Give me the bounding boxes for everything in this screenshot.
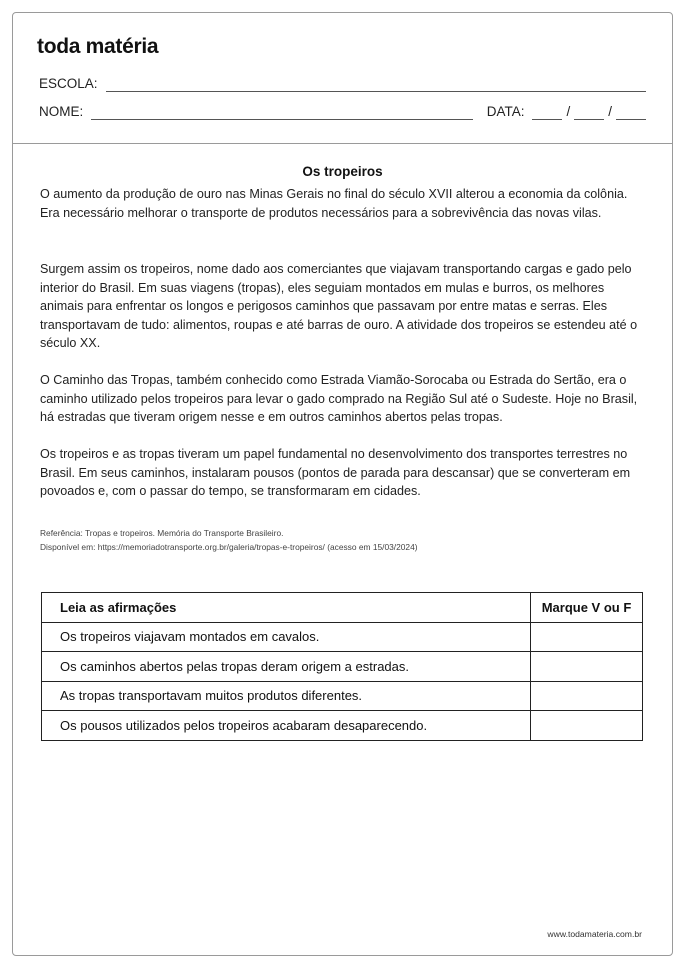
nome-label: NOME: [39,104,84,119]
footer-url: www.todamateria.com.br [547,929,642,939]
date-year-line[interactable] [616,106,646,120]
escola-label: ESCOLA: [39,76,98,91]
statement-cell: Os caminhos abertos pelas tropas deram origem a estradas. [42,652,531,682]
answer-cell[interactable] [531,622,643,652]
reference-url-line: Disponível em: https://memoriadotransporte.org.br/galeria/tropas-e-tropeiros/ (acesso em 15/03/2024) [40,541,418,552]
date-separator: / [566,104,571,119]
date-day-line[interactable] [532,106,562,120]
nome-input-line[interactable] [91,106,472,120]
data-label: DATA: [486,104,525,119]
date-separator: / [608,104,612,119]
reference-line: Referência: Tropas e tropeiros. Memória do Transporte Brasileiro. [40,528,284,538]
nome-data-field-row [39,104,646,120]
statement-cell: As tropas transportavam muitos produtos diferentes. [42,681,531,711]
header-divider [13,143,672,144]
answer-header: Marque V ou F [531,593,643,623]
answer-cell[interactable] [531,681,643,711]
text-title: Os tropeiros [302,164,383,179]
table-header-row [42,593,643,623]
worksheet-page [12,12,673,956]
statement-cell: Os tropeiros viajavam montados em cavalos. [42,622,531,652]
paragraph-3: O Caminho das Tropas, também conhecido como Estrada Viamão-Sorocaba ou Estrada do Sertão, era o caminho utilizado pelos tropeiros para levar o gado comprado na Região Sul até o Sudeste. Hoje no Brasil, há estradas que tiveram origem nesse e em outros caminhos abertos pelas tropas. [40,373,638,424]
date-month-line[interactable] [574,106,604,120]
table-row [42,681,643,711]
paragraph-1: O aumento da produção de ouro nas Minas Gerais no final do século XVII alterou a economia da colônia. Era necessário melhorar o transporte de produtos necessários para a sobrevivência das novas vilas. [40,187,628,220]
paragraph-4: Os tropeiros e as tropas tiveram um papel fundamental no desenvolvimento dos transportes terrestres no Brasil. Em seus caminhos, instalaram pousos (pontos de parada para descansar) que se converteram em povoados e, com o passar do tempo, se transformaram em cidades. [40,447,631,498]
escola-input-line[interactable] [106,78,646,92]
brand-logo: toda matéria [37,35,159,58]
escola-field-row [39,76,646,92]
answer-cell[interactable] [531,652,643,682]
statement-cell: Os pousos utilizados pelos tropeiros acabaram desaparecendo. [42,711,531,741]
statements-header: Leia as afirmações [42,593,531,623]
reference-block [40,527,650,554]
table-row [42,652,643,682]
answer-cell[interactable] [531,711,643,741]
true-false-table [41,592,643,741]
paragraph-2: Surgem assim os tropeiros, nome dado aos comerciantes que viajavam transportando cargas e gado pelo interior do Brasil. Em suas viagens (tropas), eles seguiam montados em mulas e burros, os melhores animais para enfrentar os longos e perigosos caminhos que passavam por entre matas e serras. Eles transportavam de tudo: alimentos, roupas e até barras de ouro. A atividade dos tropeiros se estendeu até o século XX. [40,262,638,350]
table-row [42,622,643,652]
table-row [42,711,643,741]
